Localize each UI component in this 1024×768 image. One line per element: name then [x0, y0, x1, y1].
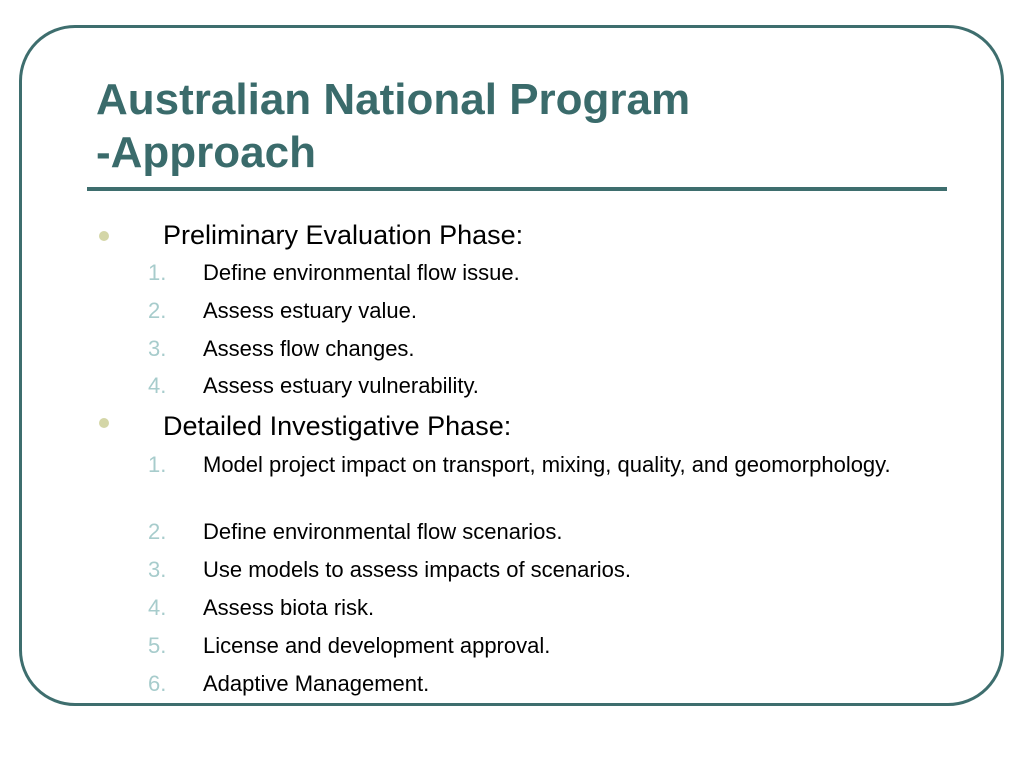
step-text: Adaptive Management.: [203, 671, 430, 696]
phase-title: Preliminary Evaluation Phase:: [163, 220, 524, 250]
step-text: Use models to assess impacts of scenarios.: [203, 557, 631, 582]
step-number: 3.: [148, 557, 167, 582]
step-number: 4.: [148, 373, 167, 398]
slide-title: [96, 73, 936, 179]
step-text: Define environmental flow scenarios.: [203, 519, 563, 544]
step-number: 4.: [148, 595, 167, 620]
step-text: Assess estuary vulnerability.: [203, 373, 479, 398]
step-text: Define environmental flow issue.: [203, 260, 520, 285]
title-line-1: Australian National Program: [96, 75, 691, 124]
step-text: Assess biota risk.: [203, 595, 375, 620]
step-number: 2.: [148, 298, 167, 323]
step-text: License and development approval.: [203, 633, 551, 658]
step-number: 2.: [148, 519, 167, 544]
step-text: Assess flow changes.: [203, 336, 415, 361]
title-line-2: -Approach: [96, 128, 316, 177]
step-number: 1.: [148, 452, 167, 477]
phase-title: Detailed Investigative Phase:: [163, 411, 512, 441]
step-number: 5.: [148, 633, 167, 658]
step-text: Model project impact on transport, mixing, quality, and geomorphology.: [203, 452, 891, 477]
step-number: 6.: [148, 671, 167, 696]
title-rule: [87, 187, 947, 191]
step-number: 3.: [148, 336, 167, 361]
step-text: Assess estuary value.: [203, 298, 417, 323]
step-number: 1.: [148, 260, 167, 285]
bullet-dot-icon: [99, 418, 109, 428]
bullet-dot-icon: [99, 231, 109, 241]
